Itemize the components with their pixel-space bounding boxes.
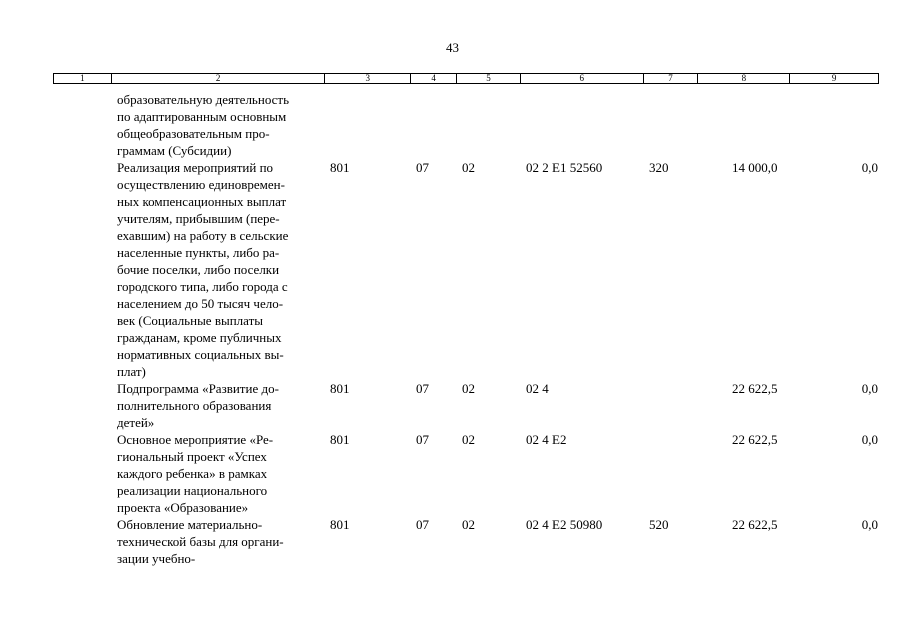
table-row	[0, 91, 905, 159]
description-line: Обновление материально-	[117, 517, 263, 532]
amount-cell: 22 622,5	[732, 517, 778, 532]
header-cell: 9	[831, 73, 837, 83]
header-cell: 4	[411, 74, 457, 83]
header-cell: 1	[54, 74, 112, 83]
amount-cell: 14 000,0	[732, 160, 778, 175]
section-cell: 07	[416, 160, 429, 175]
table-header-row	[53, 73, 879, 84]
table-row	[0, 516, 905, 567]
description-line: общеобразовательным про-	[117, 126, 270, 141]
expense-type-cell	[649, 380, 732, 431]
budget-code-cell: 801	[330, 432, 350, 447]
description-line: технической базы для органи-	[117, 534, 284, 549]
header-cell: 2	[112, 74, 325, 83]
description-line: ных компенсационных выплат	[117, 194, 287, 209]
description-line: учителям, прибывшим (пере-	[117, 211, 280, 226]
section-cell: 07	[416, 517, 429, 532]
header-cell: 7	[644, 74, 699, 83]
subsection-cell: 02	[462, 432, 475, 447]
budget-code-cell: 801	[330, 160, 350, 175]
description-line: Реализация мероприятий по	[117, 160, 274, 175]
description-line: городского типа, либо города с	[117, 279, 288, 294]
header-cell: 3	[325, 74, 411, 83]
description-line: ехавшим) на работу в сельские	[117, 228, 289, 243]
description-line: граммам (Субсидии)	[117, 143, 232, 158]
description-line: по адаптированным основным	[117, 109, 287, 124]
expense-type-cell: 520	[649, 517, 669, 532]
table-body	[0, 91, 905, 567]
amount-cell-2: 0,0	[861, 381, 878, 396]
expense-type-cell	[649, 431, 732, 516]
description-line: бочие поселки, либо поселки	[117, 262, 280, 277]
description-line: населением до 50 тысяч чело-	[117, 296, 284, 311]
description-line: Основное мероприятие «Ре-	[117, 432, 274, 447]
target-article-cell: 02 4 Е2 50980	[526, 517, 603, 532]
target-article-cell: 02 4	[526, 381, 549, 396]
description-line: полнительного образования	[117, 398, 272, 413]
amount-cell-2: 0,0	[861, 160, 878, 175]
table-row	[0, 159, 905, 380]
header-cell: 5	[457, 74, 521, 83]
description-line: реализации национального	[117, 483, 268, 498]
row-description	[117, 516, 330, 567]
description-line: плат)	[117, 364, 146, 379]
target-article-cell: 02 2 Е1 52560	[526, 160, 603, 175]
amount-cell-2: 0,0	[861, 432, 878, 447]
budget-code-cell: 801	[330, 381, 350, 396]
description-line: зации учебно-	[117, 551, 196, 566]
subsection-cell: 02	[462, 160, 475, 175]
row-description	[117, 91, 330, 159]
description-line: нормативных социальных вы-	[117, 347, 284, 362]
budget-code-cell: 801	[330, 517, 350, 532]
target-article-cell: 02 4 Е2	[526, 432, 567, 447]
description-line: каждого ребенка» в рамках	[117, 466, 268, 481]
description-line: проекта «Образование»	[117, 500, 249, 515]
description-line: гиональный проект «Успех	[117, 449, 267, 464]
description-line: Подпрограмма «Развитие до-	[117, 381, 279, 396]
subsection-cell: 02	[462, 381, 475, 396]
table-row	[0, 431, 905, 516]
amount-cell-2: 0,0	[861, 517, 878, 532]
header-cell: 6	[521, 74, 644, 83]
header-cell: 8	[698, 74, 790, 83]
description-line: населенные пункты, либо ра-	[117, 245, 280, 260]
description-line: гражданам, кроме публичных	[117, 330, 282, 345]
amount-cell: 22 622,5	[732, 381, 778, 396]
table-row	[0, 380, 905, 431]
amount-cell: 22 622,5	[732, 432, 778, 447]
description-line: осуществлению единовремен-	[117, 177, 285, 192]
description-line: образовательную деятельность	[117, 92, 290, 107]
description-line: век (Социальные выплаты	[117, 313, 263, 328]
description-line: детей»	[117, 415, 155, 430]
expense-type-cell: 320	[649, 160, 669, 175]
section-cell: 07	[416, 381, 429, 396]
subsection-cell: 02	[462, 517, 475, 532]
row-description	[117, 380, 330, 431]
row-description	[117, 431, 330, 516]
section-cell: 07	[416, 432, 429, 447]
page-number: 43	[446, 40, 459, 55]
row-description	[117, 159, 330, 380]
